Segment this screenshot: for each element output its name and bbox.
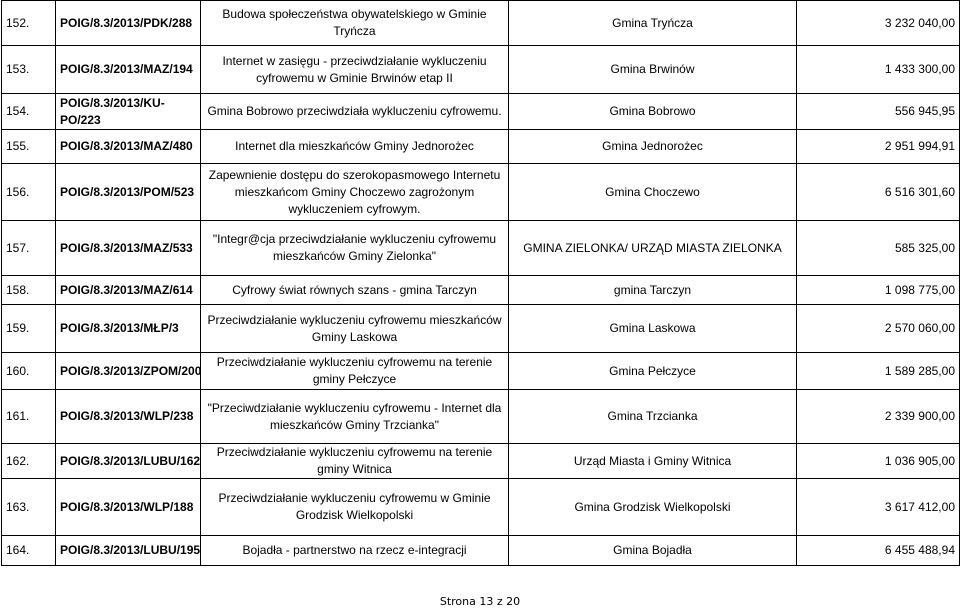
table-row xyxy=(2,536,960,566)
project-code: POIG/8.3/2013/LUBU/162 xyxy=(56,444,201,479)
row-number: 159. xyxy=(2,305,56,353)
project-title: Budowa społeczeństwa obywatelskiego w Gminie Tryńcza xyxy=(201,1,509,46)
beneficiary: Gmina Jednorożec xyxy=(509,130,797,164)
amount: 3 232 040,00 xyxy=(797,1,960,46)
project-code: POIG/8.3/2013/WLP/188 xyxy=(56,479,201,536)
project-title: Przeciwdziałanie wykluczeniu cyfrowemu w Gminie Grodzisk Wielkopolski xyxy=(201,479,509,536)
beneficiary: GMINA ZIELONKA/ URZĄD MIASTA ZIELONKA xyxy=(509,221,797,276)
project-code: POIG/8.3/2013/KU-PO/223 xyxy=(56,94,201,130)
row-number: 158. xyxy=(2,276,56,305)
table-row xyxy=(2,130,960,164)
project-title: "Przeciwdziałanie wykluczeniu cyfrowemu - Internet dla mieszkańców Gminy Trzcianka" xyxy=(201,390,509,444)
project-code: POIG/8.3/2013/WLP/238 xyxy=(56,390,201,444)
beneficiary: Urząd Miasta i Gminy Witnica xyxy=(509,444,797,479)
amount: 1 036 905,00 xyxy=(797,444,960,479)
table-row xyxy=(2,479,960,536)
table-row xyxy=(2,444,960,479)
amount: 1 433 300,00 xyxy=(797,46,960,94)
row-number: 156. xyxy=(2,164,56,221)
row-number: 163. xyxy=(2,479,56,536)
beneficiary: Gmina Tryńcza xyxy=(509,1,797,46)
beneficiary: Gmina Grodzisk Wielkopolski xyxy=(509,479,797,536)
amount: 6 455 488,94 xyxy=(797,536,960,566)
table-row xyxy=(2,1,960,46)
project-title: Internet w zasięgu - przeciwdziałanie wykluczeniu cyfrowemu w Gminie Brwinów etap II xyxy=(201,46,509,94)
project-title: "Integr@cja przeciwdziałanie wykluczeniu cyfrowemu mieszkańców Gminy Zielonka" xyxy=(201,221,509,276)
amount: 2 570 060,00 xyxy=(797,305,960,353)
beneficiary: Gmina Laskowa xyxy=(509,305,797,353)
table-row xyxy=(2,164,960,221)
table-row xyxy=(2,353,960,390)
amount: 2 951 994,91 xyxy=(797,130,960,164)
project-code: POIG/8.3/2013/MAZ/533 xyxy=(56,221,201,276)
amount: 1 098 775,00 xyxy=(797,276,960,305)
table-row xyxy=(2,94,960,130)
beneficiary: gmina Tarczyn xyxy=(509,276,797,305)
amount: 6 516 301,60 xyxy=(797,164,960,221)
project-title: Przeciwdziałanie wykluczeniu cyfrowemu mieszkańców Gminy Laskowa xyxy=(201,305,509,353)
row-number: 164. xyxy=(2,536,56,566)
row-number: 161. xyxy=(2,390,56,444)
row-number: 152. xyxy=(2,1,56,46)
table-row xyxy=(2,390,960,444)
row-number: 154. xyxy=(2,94,56,130)
project-code: POIG/8.3/2013/MAZ/480 xyxy=(56,130,201,164)
project-title: Przeciwdziałanie wykluczeniu cyfrowemu na terenie gminy Witnica xyxy=(201,444,509,479)
project-title: Internet dla mieszkańców Gminy Jednorożec xyxy=(201,130,509,164)
page-number: Strona 13 z 20 xyxy=(439,595,521,608)
beneficiary: Gmina Trzcianka xyxy=(509,390,797,444)
row-number: 162. xyxy=(2,444,56,479)
project-code: POIG/8.3/2013/POM/523 xyxy=(56,164,201,221)
project-title: Przeciwdziałanie wykluczeniu cyfrowemu na terenie gminy Pełczyce xyxy=(201,353,509,390)
project-code: POIG/8.3/2013/MŁP/3 xyxy=(56,305,201,353)
project-title: Bojadła - partnerstwo na rzecz e-integracji xyxy=(201,536,509,566)
row-number: 157. xyxy=(2,221,56,276)
projects-table xyxy=(1,0,960,566)
amount: 1 589 285,00 xyxy=(797,353,960,390)
project-code: POIG/8.3/2013/PDK/288 xyxy=(56,1,201,46)
project-title: Zapewnienie dostępu do szerokopasmowego Internetu mieszkańcom Gminy Choczewo zagrożonym wykluczeniem cyfrowym. xyxy=(201,164,509,221)
project-code: POIG/8.3/2013/MAZ/614 xyxy=(56,276,201,305)
project-code: POIG/8.3/2013/MAZ/194 xyxy=(56,46,201,94)
amount: 585 325,00 xyxy=(797,221,960,276)
table-row xyxy=(2,305,960,353)
project-title: Gmina Bobrowo przeciwdziała wykluczeniu cyfrowemu. xyxy=(201,94,509,130)
amount: 2 339 900,00 xyxy=(797,390,960,444)
table-row xyxy=(2,276,960,305)
amount: 556 945,95 xyxy=(797,94,960,130)
project-title: Cyfrowy świat równych szans - gmina Tarczyn xyxy=(201,276,509,305)
project-code: POIG/8.3/2013/LUBU/195 xyxy=(56,536,201,566)
beneficiary: Gmina Bojadła xyxy=(509,536,797,566)
beneficiary: Gmina Brwinów xyxy=(509,46,797,94)
row-number: 160. xyxy=(2,353,56,390)
table-row xyxy=(2,221,960,276)
project-code: POIG/8.3/2013/ZPOM/200 xyxy=(56,353,201,390)
amount: 3 617 412,00 xyxy=(797,479,960,536)
projects-table-body xyxy=(2,1,960,566)
beneficiary: Gmina Bobrowo xyxy=(509,94,797,130)
table-row xyxy=(2,46,960,94)
beneficiary: Gmina Pełczyce xyxy=(509,353,797,390)
row-number: 153. xyxy=(2,46,56,94)
row-number: 155. xyxy=(2,130,56,164)
beneficiary: Gmina Choczewo xyxy=(509,164,797,221)
